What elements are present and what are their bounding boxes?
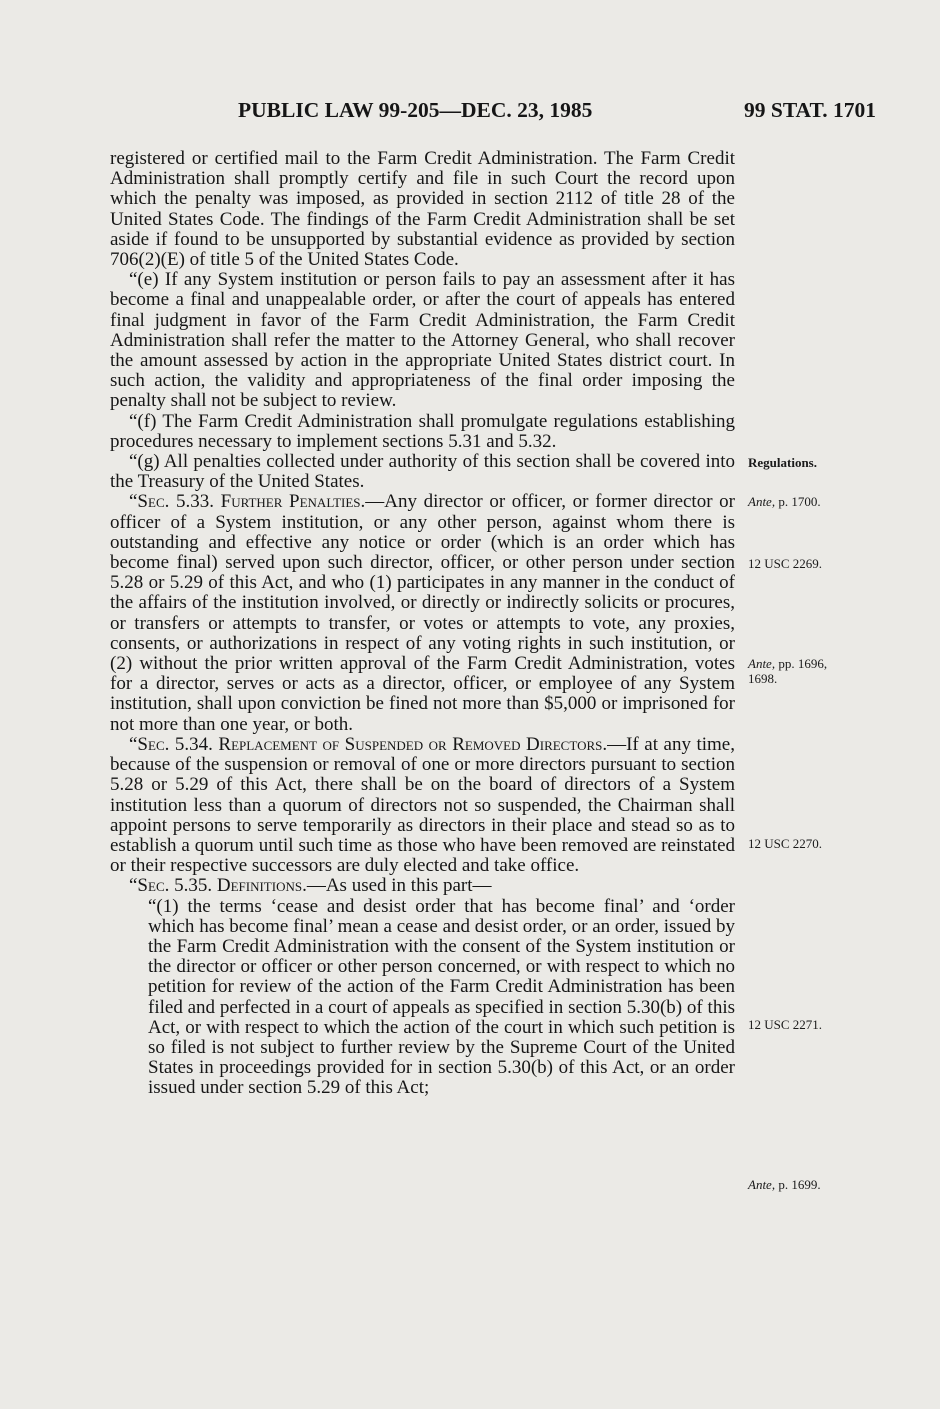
paragraph-g: “(g) All penalties collected under authority of this section shall be covered into the Treasury of the United States.	[110, 451, 735, 493]
paragraph-f: “(f) The Farm Credit Administration shall promulgate regulations establishing procedures necessary to implement sections 5.31 and 5.32.	[110, 410, 735, 452]
section-5-35-heading: “Sec. 5.35. Definitions.	[129, 875, 307, 897]
definition-1: “(1) the terms ‘cease and desist order that has become final’ and ‘order which has become final’ mean a cease and desist order, or an order, issued by the Farm Credit Administration with the consent of the System institution or the director or officer or other person concerned, or with respect to which no petition for review of the action of the Farm Credit Administration has been filed and perfected in a court of appeals as specified in section 5.30(b) of this Act, or with respect to which the action of the court in which such petition is so filed is not subject to further review by the Supreme Court of the United States in proceedings provided for in section 5.30(b) of this Act, or an order issued under section 5.29 of this Act;	[148, 895, 735, 1099]
section-5-34-heading: “Sec. 5.34. Replacement of Suspended or Removed Directors.	[129, 733, 608, 755]
margin-note-usc-2271: 12 USC 2271.	[748, 1017, 823, 1032]
section-5-35-text: —As used in this part—	[306, 875, 492, 897]
body-text	[110, 149, 735, 1099]
section-5-34	[110, 735, 735, 876]
section-5-35	[110, 876, 735, 896]
margin-note-usc-2270: 12 USC 2270.	[748, 836, 823, 851]
section-5-33	[110, 492, 735, 734]
margin-note-ante-1700: Ante, p. 1700.	[748, 494, 821, 509]
header-title: PUBLIC LAW 99-205—DEC. 23, 1985	[238, 98, 593, 122]
paragraph-e: “(e) If any System institution or person fails to pay an assessment after it has become a final and unappealable order, or after the court of appeals has entered final judgment in favor of the Farm Credit Administration, the Farm Credit Administration shall refer the matter to the Attorney General, who shall recover the amount assessed by action in the appropriate United States district court. In such action, the validity and appropriateness of the final order imposing the penalty shall not be subject to review.	[110, 269, 735, 412]
page-header	[110, 98, 876, 128]
section-5-33-heading: “Sec. 5.33. Further Penalties.	[129, 491, 366, 513]
margin-note-ante-1696: Ante, pp. 1696, 1698.	[748, 656, 828, 686]
margin-note-regulations: Regulations.	[748, 455, 817, 470]
header-stat-page: 99 STAT. 1701	[743, 98, 876, 122]
margin-note-ante-1699: Ante, p. 1699.	[748, 1177, 821, 1192]
paragraph-continuation: registered or certified mail to the Farm Credit Administration. The Farm Credit Administration shall promptly certify and file in such Court the record upon which the penalty was imposed, as provided in section 2112 of title 28 of the United States Code. The findings of the Farm Credit Administration shall be set aside if found to be unsupported by substantial evidence as provided by section 706(2)(E) of title 5 of the United States Code.	[110, 148, 735, 271]
section-5-33-text: —Any director or officer, or former director or officer of a System institution, or any other person, against whom there is outstanding and effective any notice or order (which is an order which has become final) served upon such director, officer, or other person under section 5.28 or 5.29 of this Act, and who (1) participates in any manner in the conduct of the affairs of the institution involved, or directly or indirectly solicits or procures, or transfers or attempts to transfer, or votes or attempts to vote, any proxies, consents, or authorizations in respect of any voting rights in such institution, or (2) without the prior written approval of the Farm Credit Administration, votes for a director, serves or acts as a director, officer, or employee of any System institution, shall upon conviction be fined not more than $5,000 or imprisoned for not more than one year, or both.	[110, 491, 735, 735]
section-5-34-text: —If at any time, because of the suspension or removal of one or more directors pursuant to section 5.28 or 5.29 of this Act, there shall be on the board of directors of a System institution less than a quorum of directors not so suspended, the Chairman shall appoint persons to serve temporarily as directors in their place and stead so as to establish a quorum until such time as those who have been removed are reinstated or their respective successors are duly elected and take office.	[110, 733, 735, 877]
margin-note-usc-2269: 12 USC 2269.	[748, 556, 823, 571]
